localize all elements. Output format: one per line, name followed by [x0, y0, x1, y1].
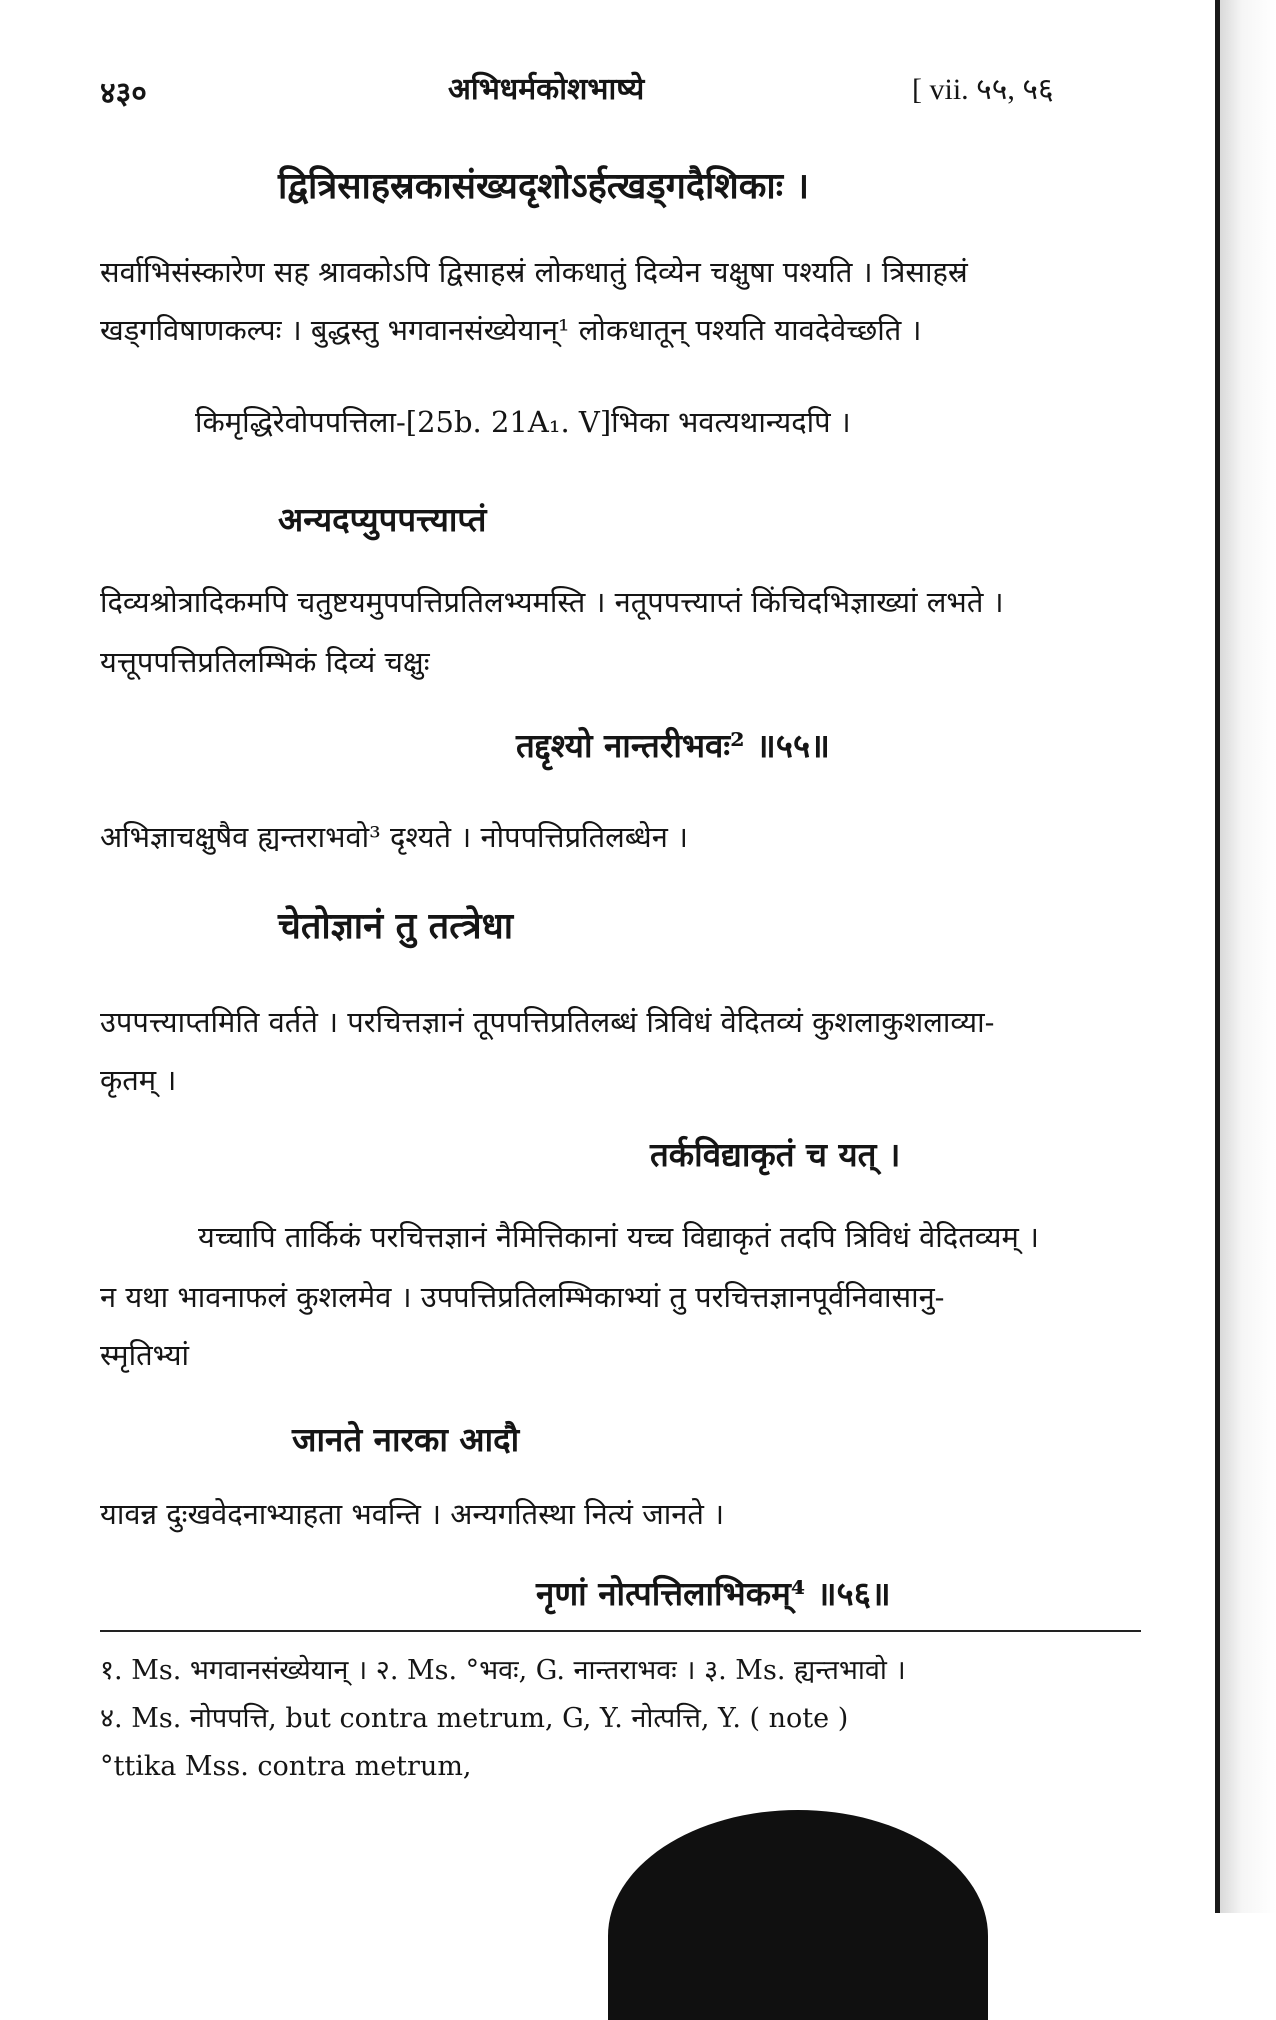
scan-thumb-shadow	[608, 1810, 988, 2020]
verse-2: अन्यदप्युपपत्त्याप्तं	[278, 500, 487, 539]
paragraph-5-line-2: कृतम् ।	[100, 1063, 177, 1097]
paragraph-6-line-1: यच्चापि तार्किकं परचित्तज्ञानं नैमित्तिकानां यच्च विद्याकृतं तदपि त्रिविधं वेदितव्यम् ।	[198, 1220, 1040, 1254]
verse-7: नृणां नोत्पत्तिलाभिकम्⁴ ॥५६॥	[536, 1574, 891, 1613]
page-gutter	[1220, 0, 1276, 1913]
paragraph-1-line-2: खड्गविषाणकल्पः । बुद्धस्तु भगवानसंख्येयान्¹ लोकधातून् पश्यति यावदेवेच्छति ।	[100, 313, 922, 347]
paragraph-1-line-1: सर्वाभिसंस्कारेण सह श्रावकोऽपि द्विसाहस्रं लोकधातुं दिव्येन चक्षुषा पश्यति । त्रिसाहस्रं	[100, 255, 968, 289]
verse-1: द्वित्रिसाहस्रकासंख्यदृशोऽर्हत्खड्गदैशिकाः ।	[278, 165, 810, 207]
footnote-line-2: ४. Ms. नोपपत्ति, but contra metrum, G, Y. नोत्पत्ति, Y. ( note )	[100, 1703, 849, 1734]
paragraph-5-line-1: उपपत्त्याप्तमिति वर्तते । परचित्तज्ञानं तूपपत्तिप्रतिलब्धं त्रिविधं वेदितव्यं कुशलाकुशलाव्या-	[100, 1005, 995, 1039]
verse-6: जानते नारका आदौ	[292, 1420, 520, 1459]
section-reference: [ vii. ५५, ५६	[912, 73, 1054, 106]
verse-4: चेतोज्ञानं तु तत्त्रेधा	[278, 905, 514, 947]
running-title: अभिधर्मकोशभाष्ये	[448, 72, 645, 107]
paragraph-6-line-2: न यथा भावनाफलं कुशलमेव । उपपत्तिप्रतिलम्भिकाभ्यां तु परचित्तज्ञानपूर्वनिवासानु-	[100, 1280, 945, 1314]
paragraph-3-line-1: दिव्यश्रोत्रादिकमपि चतुष्टयमुपपत्तिप्रतिलभ्यमस्ति । नतूपपत्त्याप्तं किंचिदभिज्ञाख्यां लभते ।	[100, 585, 1004, 619]
paragraph-2: किमृद्धिरेवोपपत्तिला-[25b. 21A₁. V]भिका भवत्यथान्यदपि ।	[195, 405, 851, 439]
verse-5: तर्कविद्याकृतं च यत् ।	[650, 1135, 901, 1174]
paragraph-4: अभिज्ञाचक्षुषैव ह्यन्तराभवो³ दृश्यते । नोपपत्तिप्रतिलब्धेन ।	[100, 820, 689, 854]
footnote-line-1: १. Ms. भगवानसंख्येयान् । २. Ms. °भवः, G. नान्तराभवः । ३. Ms. ह्यन्तभावो ।	[100, 1655, 906, 1686]
page-number: ४३०	[100, 76, 147, 111]
footnote-divider	[100, 1630, 1141, 1632]
footnote-line-3: °ttika Mss. contra metrum,	[100, 1751, 472, 1782]
paragraph-7: यावन्न दुःखवेदनाभ्याहता भवन्ति । अन्यगतिस्था नित्यं जानते ।	[100, 1497, 725, 1531]
verse-3: तद्दृश्यो नान्तरीभवः² ॥५५॥	[516, 726, 830, 765]
paragraph-6-line-3: स्मृतिभ्यां	[100, 1338, 190, 1372]
paragraph-3-line-2: यत्तूपपत्तिप्रतिलम्भिकं दिव्यं चक्षुः	[100, 645, 430, 679]
